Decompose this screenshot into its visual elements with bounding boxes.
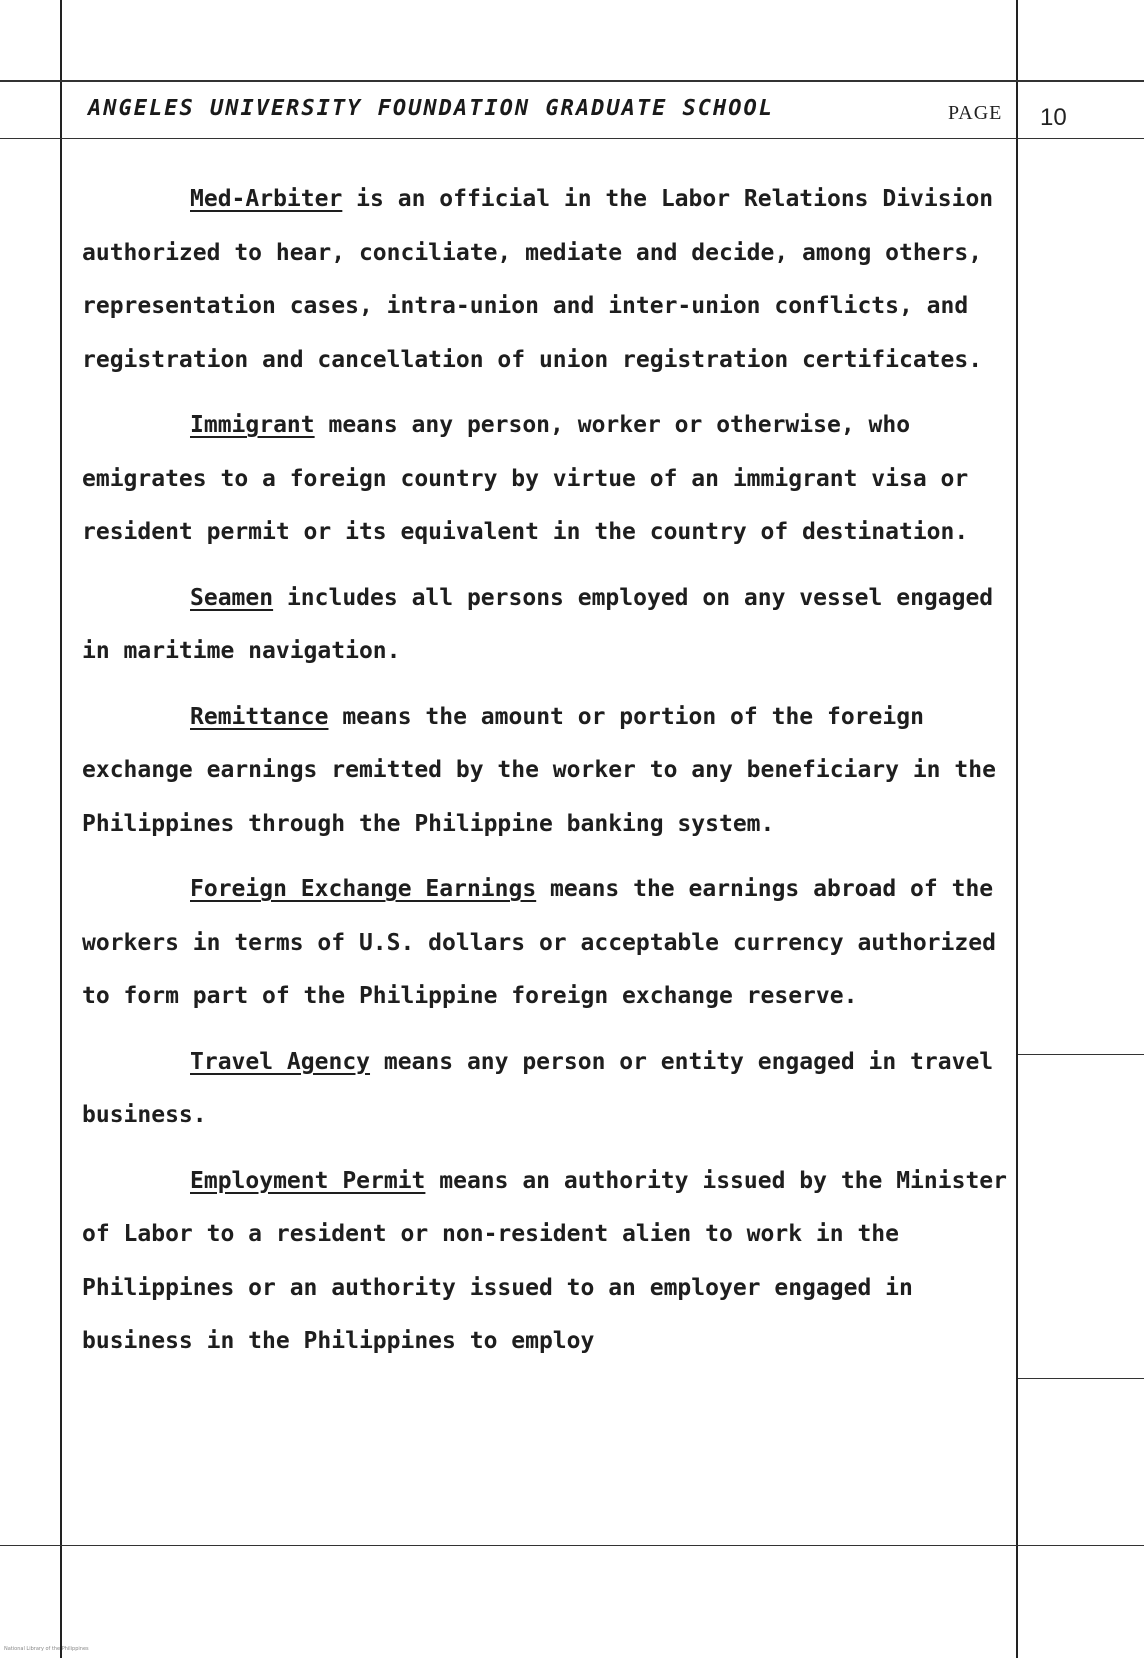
header-top-rule [0,80,1144,82]
right-margin-tick-1 [1018,1054,1144,1055]
page-number: 10 [1040,104,1067,131]
definition-text: is an official in the Labor Relations Division authorized to hear, conciliate, mediate and decide, among others, representation cases, intra-union and inter-union conflicts, and registration and cancellation of union registration certificates. [82,186,994,373]
definition-paragraph [82,1036,1012,1143]
definition-paragraph [82,863,1012,1024]
definition-paragraph [82,1155,1012,1369]
definition-text: means any person or entity engaged in travel business. [82,1048,994,1128]
right-margin-tick-2 [1018,1378,1144,1379]
definition-text: means the earnings abroad of the workers in terms of U.S. dollars or acceptable currency authorized to form part of the Philippine foreign exchange reserve. [82,876,996,1009]
defined-term: Foreign Exchange Earnings [190,876,537,902]
definition-paragraph [82,399,1012,560]
left-margin-rule [60,0,62,1658]
defined-term: Travel Agency [190,1048,371,1075]
defined-term: Employment Permit [190,1167,426,1194]
definition-text: means the amount or portion of the foreign exchange earnings remitted by the worker to any beneficiary in the Philippines through the Philippine banking system. [82,703,996,837]
definitions-body [82,173,1012,1381]
definition-text: means any person, worker or otherwise, who emigrates to a foreign country by virtue of an immigrant visa or resident permit or its equivalent in the country of destination. [82,412,969,545]
definition-text: includes all persons employed on any vessel engaged in maritime navigation. [82,584,994,664]
header-bottom-rule [0,138,1144,139]
scan-footer-note: National Library of the Philippines [4,1646,89,1652]
definition-text: means an authority issued by the Minister of Labor to a resident or non-resident alien to work in the Philippines or an authority issued to an employer engaged in business in the Philippines to employ [82,1167,1007,1354]
definition-paragraph [82,691,1012,852]
right-margin-rule [1016,0,1018,1658]
defined-term: Remittance [190,703,329,730]
definition-paragraph [82,173,1012,387]
defined-term: Immigrant [190,412,315,438]
school-header: ANGELES UNIVERSITY FOUNDATION GRADUATE SCHOOL [88,96,775,121]
definition-paragraph [82,572,1012,679]
page-label: PAGE [948,102,1003,124]
defined-term: Seamen [190,584,274,611]
defined-term: Med-Arbiter [190,186,343,212]
footer-rule [0,1545,1144,1546]
